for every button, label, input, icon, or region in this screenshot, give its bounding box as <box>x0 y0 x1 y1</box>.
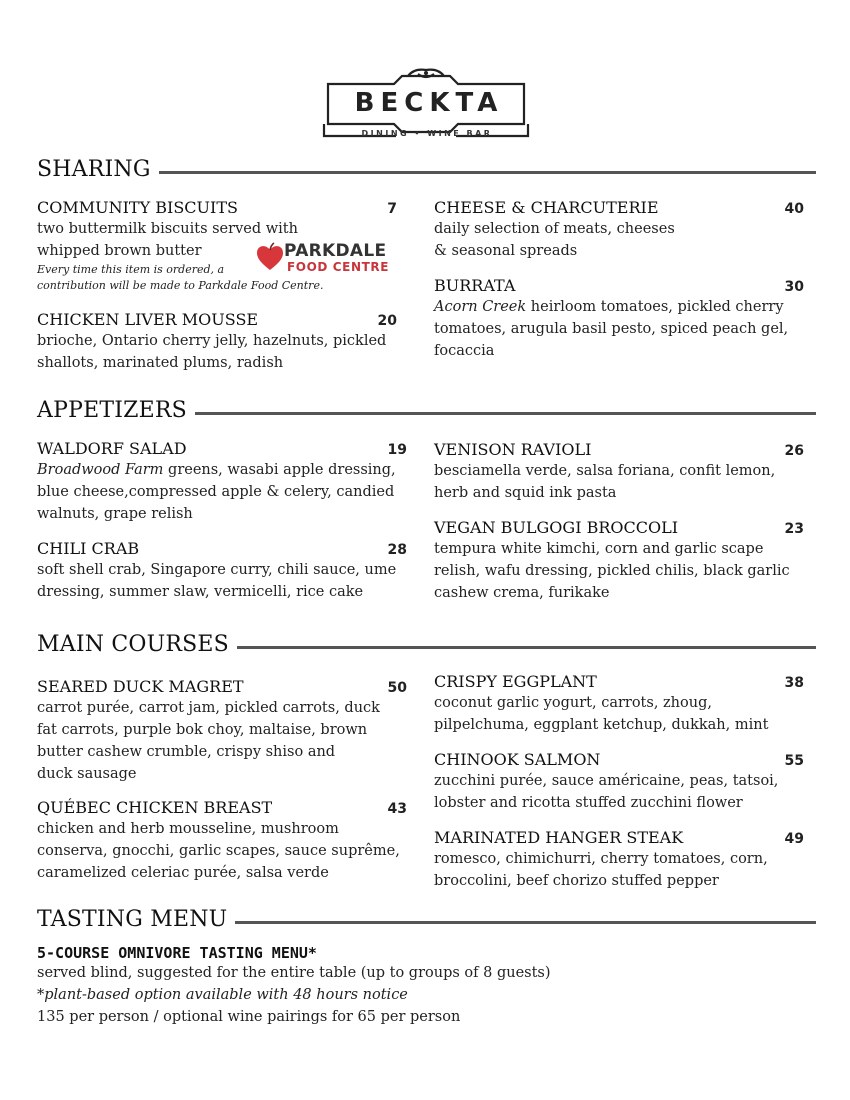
item-description-line: whipped brown butter <box>37 243 202 259</box>
item-description-text: greens, wasabi apple dressing, blue cheese,compressed apple & celery, candied walnuts, grape relish <box>37 462 396 522</box>
item-description <box>37 459 407 525</box>
logo-wordmark: BECKTA <box>354 88 504 118</box>
tasting-menu-pricing: 135 per person / optional wine pairings for 65 per person <box>37 1009 461 1025</box>
item-name: WALDORF SALAD <box>37 439 187 458</box>
parkdale-name: PARKDALE <box>284 241 387 261</box>
item-description-line: duck sausage <box>37 766 137 782</box>
farm-name: Acorn Creek <box>434 299 527 315</box>
item-price: 40 <box>784 201 804 217</box>
section-header-main-courses <box>37 631 816 657</box>
section-title: SHARING <box>37 156 151 182</box>
menu-item-burrata <box>434 276 804 362</box>
item-description: coconut garlic yogurt, carrots, zhoug, pilpelchuma, eggplant ketchup, dukkah, mint <box>434 695 769 733</box>
menu-item-cheese-charcuterie <box>434 198 804 262</box>
item-name: COMMUNITY BISCUITS <box>37 198 238 217</box>
item-description: zucchini purée, sauce américaine, peas, tatsoi, lobster and ricotta stuffed zucchini flower <box>434 773 779 811</box>
item-name: VENISON RAVIOLI <box>434 440 592 459</box>
item-price: 26 <box>784 443 804 459</box>
item-description: romesco, chimichurri, cherry tomatoes, corn, broccolini, beef chorizo stuffed pepper <box>434 851 768 889</box>
item-name: CRISPY EGGPLANT <box>434 672 597 691</box>
item-name: QUÉBEC CHICKEN BREAST <box>37 798 273 817</box>
section-header-sharing <box>37 156 816 182</box>
item-description-line: fat carrots, purple bok choy, maltaise, brown <box>37 722 368 738</box>
item-price: 7 <box>387 201 397 217</box>
item-description: tempura white kimchi, corn and garlic scape relish, wafu dressing, pickled chilis, black garlic cashew crema, furikake <box>434 541 790 601</box>
item-price: 50 <box>387 680 407 696</box>
item-description: soft shell crab, Singapore curry, chili sauce, ume dressing, summer slaw, vermicelli, rice cake <box>37 562 397 600</box>
menu-item-quebec-chicken-breast <box>37 798 407 884</box>
item-description-line: carrot purée, carrot jam, pickled carrots, duck <box>37 700 380 716</box>
item-name: VEGAN BULGOGI BROCCOLI <box>434 518 679 537</box>
item-note-line: contribution will be made to Parkdale Food Centre. <box>37 279 324 292</box>
menu-item-marinated-hanger-steak <box>434 828 804 892</box>
item-price: 38 <box>784 675 804 691</box>
section-rule <box>195 412 816 415</box>
item-price: 49 <box>784 831 804 847</box>
item-description <box>434 296 804 362</box>
item-name: CHICKEN LIVER MOUSSE <box>37 310 259 329</box>
item-price: 20 <box>377 313 397 329</box>
item-price: 19 <box>387 442 407 458</box>
section-header-tasting-menu <box>37 906 816 932</box>
item-name: BURRATA <box>434 276 516 295</box>
item-description: besciamella verde, salsa foriana, confit lemon, herb and squid ink pasta <box>434 463 776 501</box>
menu-item-waldorf-salad <box>37 439 407 525</box>
item-price: 23 <box>784 521 804 537</box>
item-description-line: butter cashew crumble, crispy shiso and <box>37 744 336 760</box>
menu-item-chili-crab <box>37 539 407 603</box>
menu-item-vegan-bulgogi-broccoli <box>434 518 804 604</box>
item-name: SEARED DUCK MAGRET <box>37 677 244 696</box>
section-title: APPETIZERS <box>37 397 187 423</box>
section-rule <box>159 171 816 174</box>
parkdale-food-centre-logo <box>255 240 395 278</box>
item-name: MARINATED HANGER STEAK <box>434 828 684 847</box>
section-title: MAIN COURSES <box>37 631 229 657</box>
item-description: chicken and herb mousseline, mushroom conserva, gnocchi, garlic scapes, sauce suprême, caramelized celeriac purée, salsa verde <box>37 821 400 881</box>
item-description-text: heirloom tomatoes, pickled cherry tomatoes, arugula basil pesto, spiced peach gel, focaccia <box>434 299 789 359</box>
item-description: brioche, Ontario cherry jelly, hazelnuts, pickled shallots, marinated plums, radish <box>37 333 387 371</box>
menu-item-venison-ravioli <box>434 440 804 504</box>
menu-item-seared-duck-magret <box>37 677 407 785</box>
section-rule <box>237 646 816 649</box>
menu-item-chicken-liver-mousse <box>37 310 407 374</box>
item-price: 28 <box>387 542 407 558</box>
beckta-logo <box>322 66 530 144</box>
tasting-menu-name: 5-COURSE OMNIVORE TASTING MENU* <box>37 944 317 962</box>
item-note-line: Every time this item is ordered, a <box>37 263 225 276</box>
section-header-appetizers <box>37 397 816 423</box>
parkdale-subtitle: FOOD CENTRE <box>287 260 390 274</box>
farm-name: Broadwood Farm <box>37 462 164 478</box>
item-price: 55 <box>784 753 804 769</box>
item-name: CHILI CRAB <box>37 539 140 558</box>
logo-tagline: DINING • WINE BAR <box>361 129 493 138</box>
item-price: 43 <box>387 801 407 817</box>
item-description: daily selection of meats, cheeses & seasonal spreads <box>434 221 675 259</box>
section-title: TASTING MENU <box>37 906 228 932</box>
menu-item-chinook-salmon <box>434 750 804 814</box>
apple-heart-icon <box>255 242 285 272</box>
item-price: 30 <box>784 279 804 295</box>
item-name: CHINOOK SALMON <box>434 750 601 769</box>
section-rule <box>235 921 816 924</box>
item-description-line: two buttermilk biscuits served with <box>37 221 298 237</box>
item-name: CHEESE & CHARCUTERIE <box>434 198 659 217</box>
tasting-menu-item <box>37 944 817 1028</box>
menu-item-crispy-eggplant <box>434 672 804 736</box>
tasting-menu-description: served blind, suggested for the entire table (up to groups of 8 guests) <box>37 965 551 981</box>
item-description <box>37 697 407 785</box>
tasting-menu-note: *plant-based option available with 48 hours notice <box>37 987 408 1003</box>
